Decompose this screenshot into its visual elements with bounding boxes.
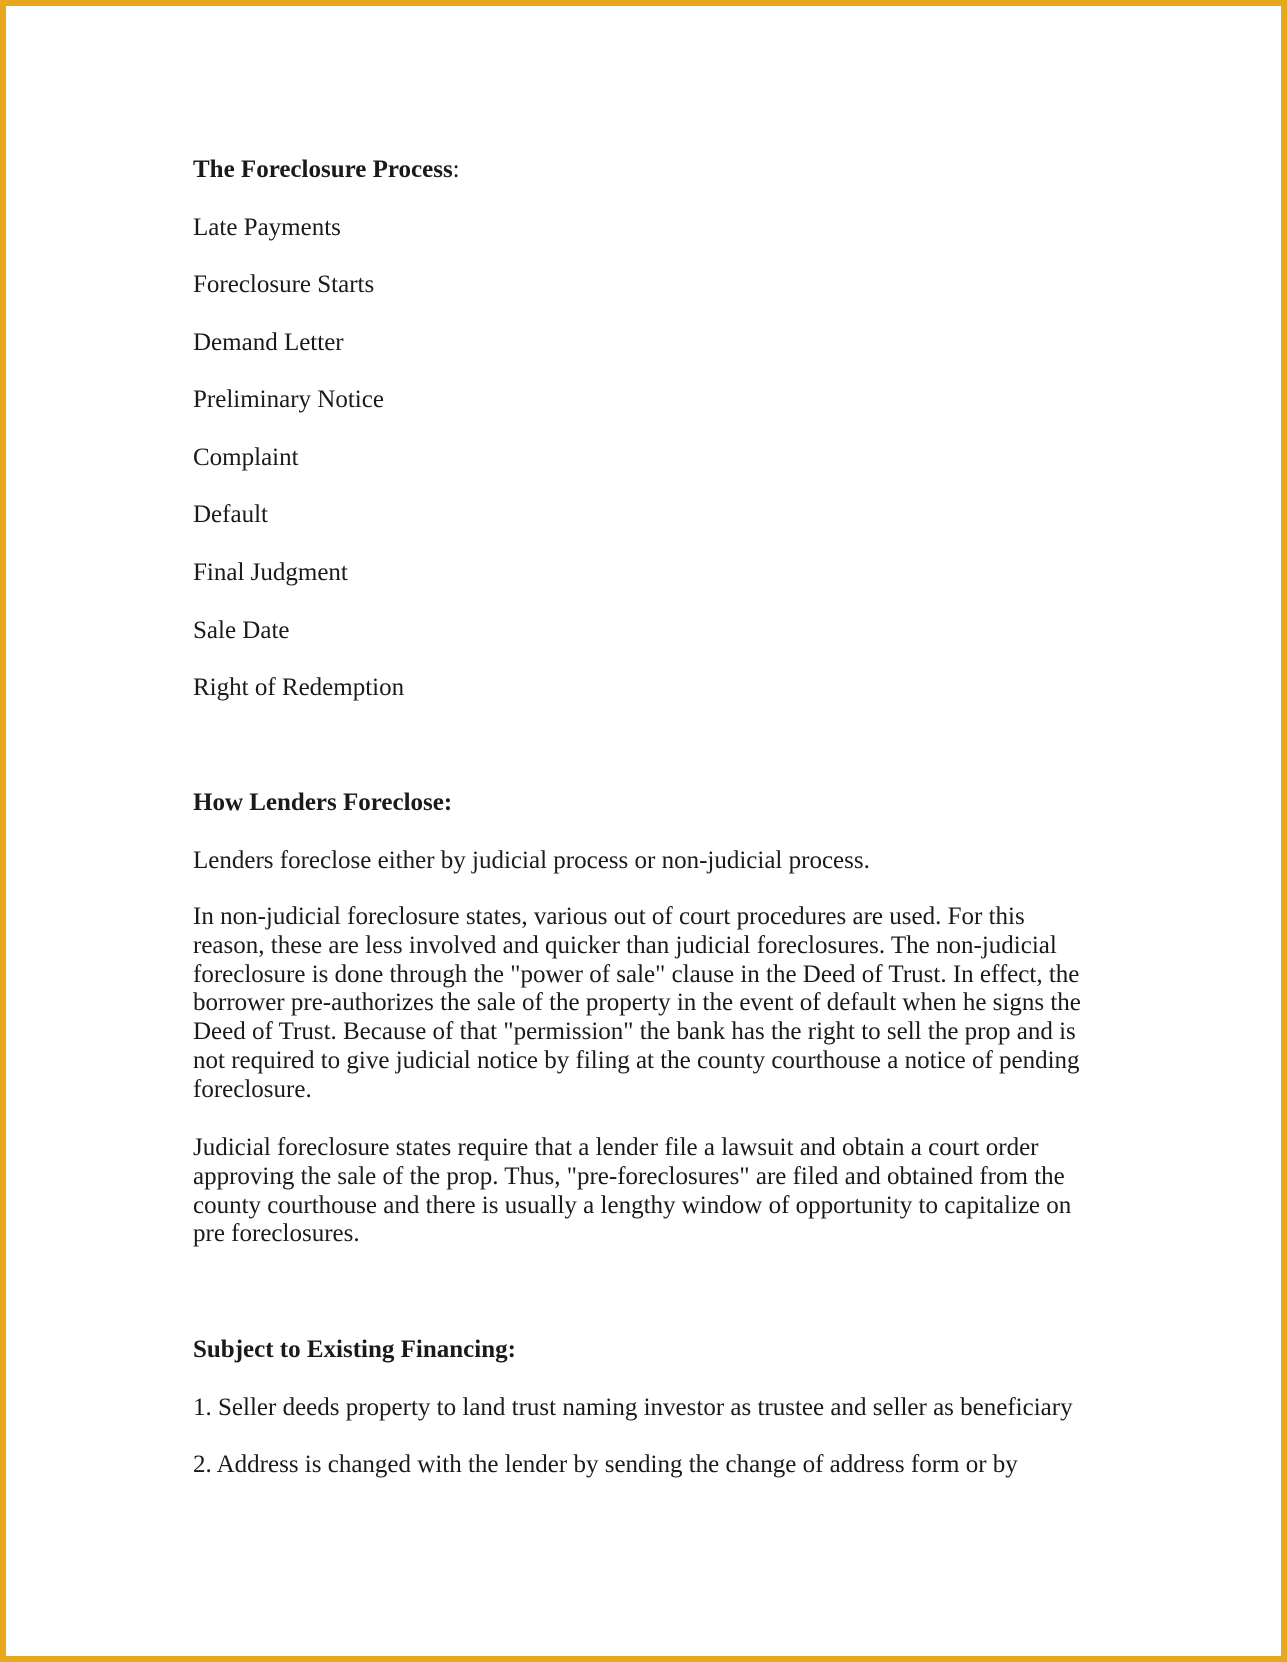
paragraph-line: county courthouse and there is usually a lengthy window of opportunity to capitalize on [193, 1191, 1072, 1219]
process-step-item: Preliminary Notice [193, 386, 384, 413]
paragraph-line: pre foreclosures. [193, 1220, 360, 1248]
process-step-item: Final Judgment [193, 559, 348, 586]
heading-colon: : [452, 156, 460, 183]
process-step-item: Late Payments [193, 214, 341, 241]
paragraph-line: approving the sale of the prop. Thus, "pre-foreclosures" are filed and obtained from the [193, 1162, 1065, 1190]
section-heading-how-lenders-foreclose: How Lenders Foreclose: [193, 789, 453, 816]
paragraph-line: reason, these are less involved and quicker than judicial foreclosures. The non-judicial [193, 931, 1057, 959]
process-step-item: Right of Redemption [193, 674, 405, 701]
process-step-item: Complaint [193, 444, 299, 471]
paragraph-line: Deed of Trust. Because of that "permission" the bank has the right to sell the prop and is [193, 1018, 1076, 1046]
section-heading-subject-to-financing: Subject to Existing Financing: [193, 1336, 516, 1363]
intro-paragraph: Lenders foreclose either by judicial process or non-judicial process. [193, 847, 870, 874]
paragraph-line: borrower pre-authorizes the sale of the property in the event of default when he signs the [193, 989, 1081, 1017]
paragraph-line: not required to give judicial notice by filing at the county courthouse a notice of pending [193, 1046, 1080, 1074]
process-step-item: Demand Letter [193, 329, 344, 356]
paragraph-line: foreclosure is done through the "power of sale" clause in the Deed of Trust. In effect, the [193, 960, 1080, 988]
paragraph-line: In non-judicial foreclosure states, various out of court procedures are used. For this [193, 903, 1025, 930]
process-step-item: Default [193, 501, 268, 528]
process-step-item: Sale Date [193, 617, 290, 644]
paragraph-line: Judicial foreclosure states require that a lender file a lawsuit and obtain a court order [193, 1134, 1039, 1161]
paragraph-line: foreclosure. [193, 1075, 312, 1103]
numbered-step: 2. Address is changed with the lender by sending the change of address form or by [193, 1451, 1018, 1478]
numbered-step: 1. Seller deeds property to land trust naming investor as trustee and seller as beneficiary [193, 1394, 1073, 1421]
non-judicial-paragraph [193, 903, 1093, 1105]
process-step-item: Foreclosure Starts [193, 271, 375, 298]
section-heading-foreclosure-process [193, 155, 460, 184]
heading-text: The Foreclosure Process [193, 156, 453, 183]
judicial-paragraph [193, 1134, 1093, 1249]
